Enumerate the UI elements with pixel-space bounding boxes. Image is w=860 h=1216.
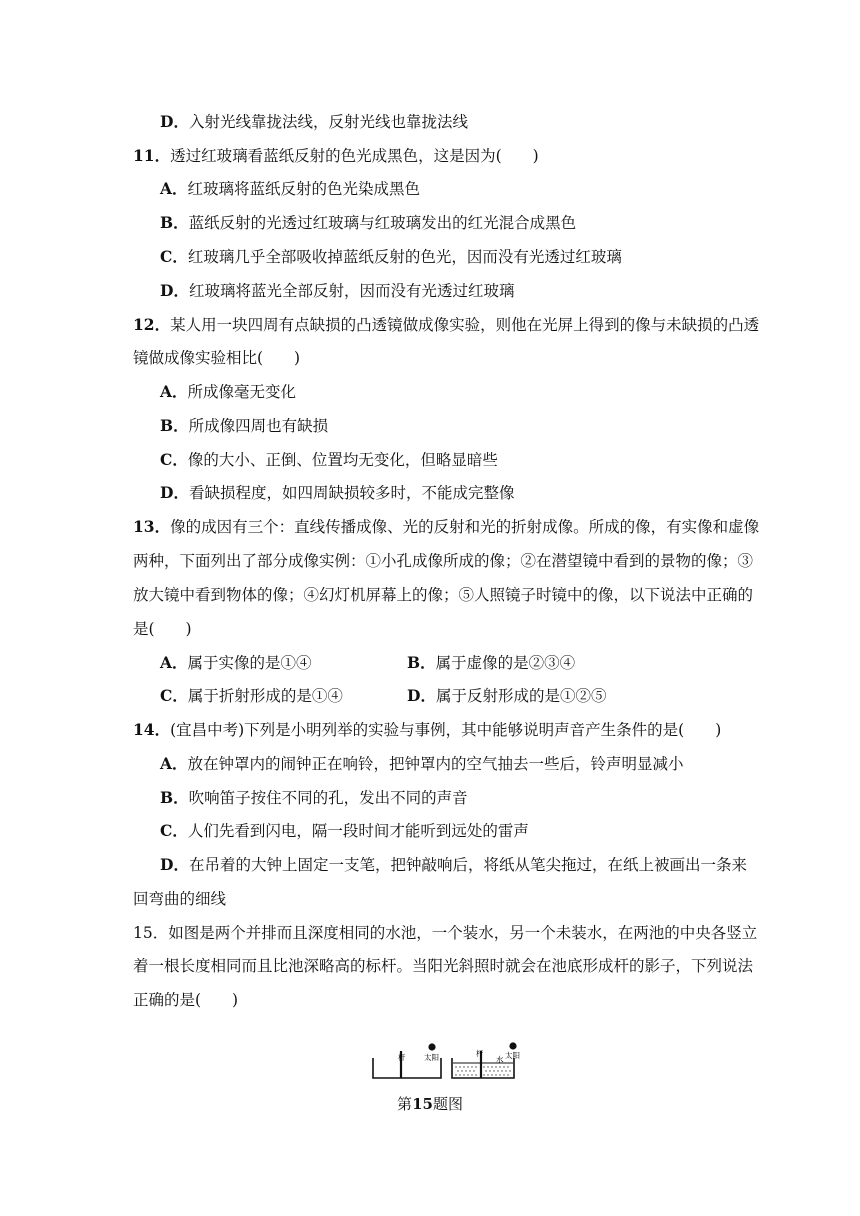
q13-option-b: B．属于虚像的是②③④ bbox=[407, 653, 576, 672]
water-texture bbox=[455, 1066, 510, 1075]
left-sun-icon bbox=[428, 1043, 435, 1050]
figure-caption: 第15题图 bbox=[397, 1095, 463, 1113]
pool-diagram bbox=[360, 1040, 540, 1090]
q13-stem-line1: 13．像的成因有三个：直线传播成像、光的反射和光的折射成像。所成的像，有实像和虚像 bbox=[133, 517, 760, 536]
q13-option-c: C．属于折射形成的是①④ bbox=[160, 686, 343, 705]
q12-option-b: B．所成像四周也有缺损 bbox=[160, 416, 329, 435]
q10-option-d: D．入射光线靠拢法线，反射光线也靠拢法线 bbox=[160, 112, 468, 131]
q15-stem-line1: 15．如图是两个并排而且深度相同的水池，一个装水，另一个未装水，在两池的中央各竖立 bbox=[133, 924, 758, 942]
q13-option-a: A．属于实像的是①④ bbox=[160, 653, 312, 672]
q12-option-d: D．看缺损程度，如四周缺损较多时，不能成完整像 bbox=[160, 483, 515, 502]
q12-stem-line1: 12．某人用一块四周有点缺损的凸透镜做成像实验，则他在光屏上得到的像与未缺损的凸透 bbox=[133, 315, 760, 334]
right-pole-label: 杆 bbox=[476, 1049, 484, 1058]
q14-option-d-continuation: 回弯曲的细线 bbox=[133, 890, 227, 908]
q12-option-a: A．所成像毫无变化 bbox=[160, 382, 297, 401]
left-sun-label: 太阳 bbox=[424, 1053, 439, 1062]
q11-option-c: C．红玻璃几乎全部吸收掉蓝纸反射的色光，因而没有光透过红玻璃 bbox=[160, 247, 622, 266]
q12-option-c: C．像的大小、正倒、位置均无变化，但略显暗些 bbox=[160, 450, 498, 469]
q14-stem: 14．(宜昌中考)下列是小明列举的实验与事例，其中能够说明声音产生条件的是( ) bbox=[133, 720, 722, 739]
water-pool bbox=[452, 1058, 514, 1078]
q14-option-b: B．吹响笛子按住不同的孔，发出不同的声音 bbox=[160, 788, 468, 807]
q11-option-b: B．蓝纸反射的光透过红玻璃与红玻璃发出的红光混合成黑色 bbox=[160, 213, 577, 232]
q13-stem-line2: 两种，下面列出了部分成像实例：①小孔成像所成的像；②在潜望镜中看到的景物的像；③ bbox=[133, 552, 754, 570]
q14-option-d: D．在吊着的大钟上固定一支笔，把钟敲响后，将纸从笔尖拖过，在纸上被画出一条来 bbox=[160, 855, 747, 874]
q15-stem-line2: 着一根长度相同而且比池深略高的标杆。当阳光斜照时就会在池底形成杆的影子，下列说法 bbox=[133, 957, 754, 975]
water-label: 水 bbox=[496, 1055, 504, 1064]
right-sun-label: 太阳 bbox=[505, 1051, 520, 1060]
q13-stem-line4: 是( ) bbox=[133, 620, 192, 638]
q11-stem: 11．透过红玻璃看蓝纸反射的色光成黑色，这是因为( ) bbox=[133, 146, 539, 165]
q11-option-a: A．红玻璃将蓝纸反射的色光染成黑色 bbox=[160, 179, 421, 198]
q15-stem-line3: 正确的是( ) bbox=[133, 991, 239, 1009]
q14-option-a: A．放在钟罩内的闹钟正在响铃，把钟罩内的空气抽去一些后，铃声明显减小 bbox=[160, 754, 684, 773]
q14-option-c: C．人们先看到闪电，隔一段时间才能听到远处的雷声 bbox=[160, 821, 529, 840]
right-sun-icon bbox=[509, 1042, 516, 1049]
q11-option-d: D．红玻璃将蓝光全部反射，因而没有光透过红玻璃 bbox=[160, 281, 515, 300]
q13-option-d: D．属于反射形成的是①②⑤ bbox=[407, 686, 607, 705]
pool-figure bbox=[360, 1040, 540, 1090]
left-pole-label: 杆 bbox=[398, 1053, 406, 1062]
q13-stem-line3: 放大镜中看到物体的像；④幻灯机屏幕上的像；⑤人照镜子时镜中的像，以下说法中正确的 bbox=[133, 586, 754, 604]
q12-stem-line2: 镜做成像实验相比( ) bbox=[133, 349, 301, 367]
